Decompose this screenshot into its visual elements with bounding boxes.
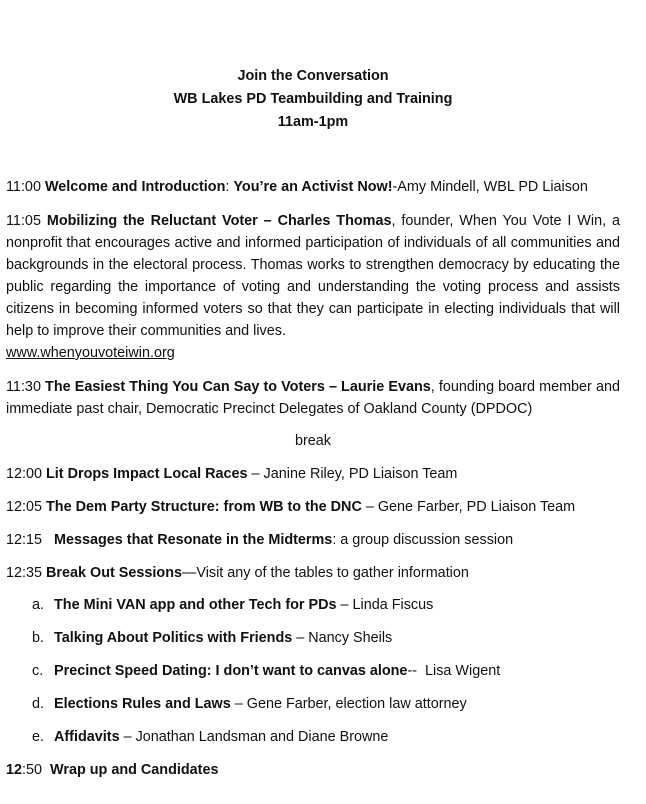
doc-time-range: 11am-1pm <box>277 114 349 130</box>
agenda-sep: : <box>225 179 234 195</box>
agenda-detail: – Janine Riley, PD Liaison Team <box>247 466 458 482</box>
session-item-a <box>32 597 433 613</box>
session-letter: a. <box>32 597 45 613</box>
break-label: break <box>295 433 331 449</box>
session-title: Talking About Politics with Friends <box>54 630 293 646</box>
agenda-detail: -Amy Mindell, WBL PD Liaison <box>392 179 588 195</box>
agenda-item-1130 <box>6 376 620 420</box>
agenda-item-1235 <box>6 565 469 581</box>
agenda-time: 11:05 <box>6 213 47 229</box>
agenda-time-minutes: :50 <box>22 762 51 778</box>
doc-title: Join the Conversation <box>237 68 389 84</box>
agenda-time: 11:00 <box>6 179 45 195</box>
agenda-title: Break Out Sessions <box>46 565 182 581</box>
session-presenter: -- Lisa Wigent <box>407 663 501 679</box>
agenda-title: Welcome and Introduction <box>44 179 226 195</box>
agenda-title: Mobilizing the Reluctant Voter – Charles Thomas <box>46 213 392 229</box>
session-item-d <box>32 696 467 712</box>
session-presenter: – Jonathan Landsman and Diane Browne <box>119 729 389 745</box>
agenda-time: 11:30 <box>6 379 46 395</box>
session-presenter: – Gene Farber, election law attorney <box>230 696 467 712</box>
agenda-item-1105 <box>6 210 620 364</box>
session-item-c <box>32 663 500 679</box>
session-title: Affidavits <box>54 729 120 745</box>
agenda-item-1100 <box>6 179 588 195</box>
session-letter: e. <box>32 729 45 745</box>
session-letter: b. <box>32 630 45 646</box>
session-presenter: – Nancy Sheils <box>292 630 393 646</box>
agenda-title: Wrap up and Candidates <box>50 762 219 778</box>
agenda-detail: : a group discussion session <box>332 532 514 548</box>
website-link[interactable]: www.whenyouvoteiwin.org <box>6 345 175 361</box>
session-title: Precinct Speed Dating: I don’t want to canvas alone <box>54 663 408 679</box>
agenda-title: The Easiest Thing You Can Say to Voters – Laurie Evans <box>45 379 431 395</box>
agenda-time: 12:15 <box>6 532 55 548</box>
session-item-b <box>32 630 392 646</box>
session-title: Elections Rules and Laws <box>54 696 231 712</box>
doc-subtitle: WB Lakes PD Teambuilding and Training <box>173 91 453 107</box>
session-title: The Mini VAN app and other Tech for PDs <box>54 597 337 613</box>
agenda-item-1250 <box>6 762 218 778</box>
agenda-item-1205 <box>6 499 575 515</box>
agenda-detail: —Visit any of the tables to gather information <box>181 565 469 581</box>
agenda-time-hour: 12 <box>6 762 23 778</box>
session-presenter: – Linda Fiscus <box>336 597 434 613</box>
agenda-title: Messages that Resonate in the Midterms <box>54 532 333 548</box>
session-letter: d. <box>32 696 45 712</box>
agenda-time: 12:05 <box>6 499 47 515</box>
agenda-time: 12:00 <box>6 466 47 482</box>
agenda-title: The Dem Party Structure: from WB to the DNC <box>46 499 362 515</box>
agenda-detail: , founder, When You Vote I Win, a nonprofit that encourages active and informed participation of individuals of all communities and backgrounds in the electoral process. Thomas works to strengthen democracy by educating the public regarding the importance of voting and understanding the voting process and assists citizens in becoming informed voters so that they can participate in electing individuals that will help to improve their communities and lives. <box>6 213 620 339</box>
agenda-time: 12:35 <box>6 565 47 581</box>
agenda-title: Lit Drops Impact Local Races <box>46 466 248 482</box>
agenda-detail: – Gene Farber, PD Liaison Team <box>361 499 576 515</box>
agenda-item-1200 <box>6 466 457 482</box>
agenda-title-2: You’re an Activist Now! <box>233 179 393 195</box>
agenda-detail: , founding board member and immediate past chair, Democratic Precinct Delegates of Oakland County (DPDOC) <box>6 379 620 417</box>
session-letter: c. <box>32 663 44 679</box>
agenda-item-1215 <box>6 532 513 548</box>
session-item-e <box>32 729 388 745</box>
